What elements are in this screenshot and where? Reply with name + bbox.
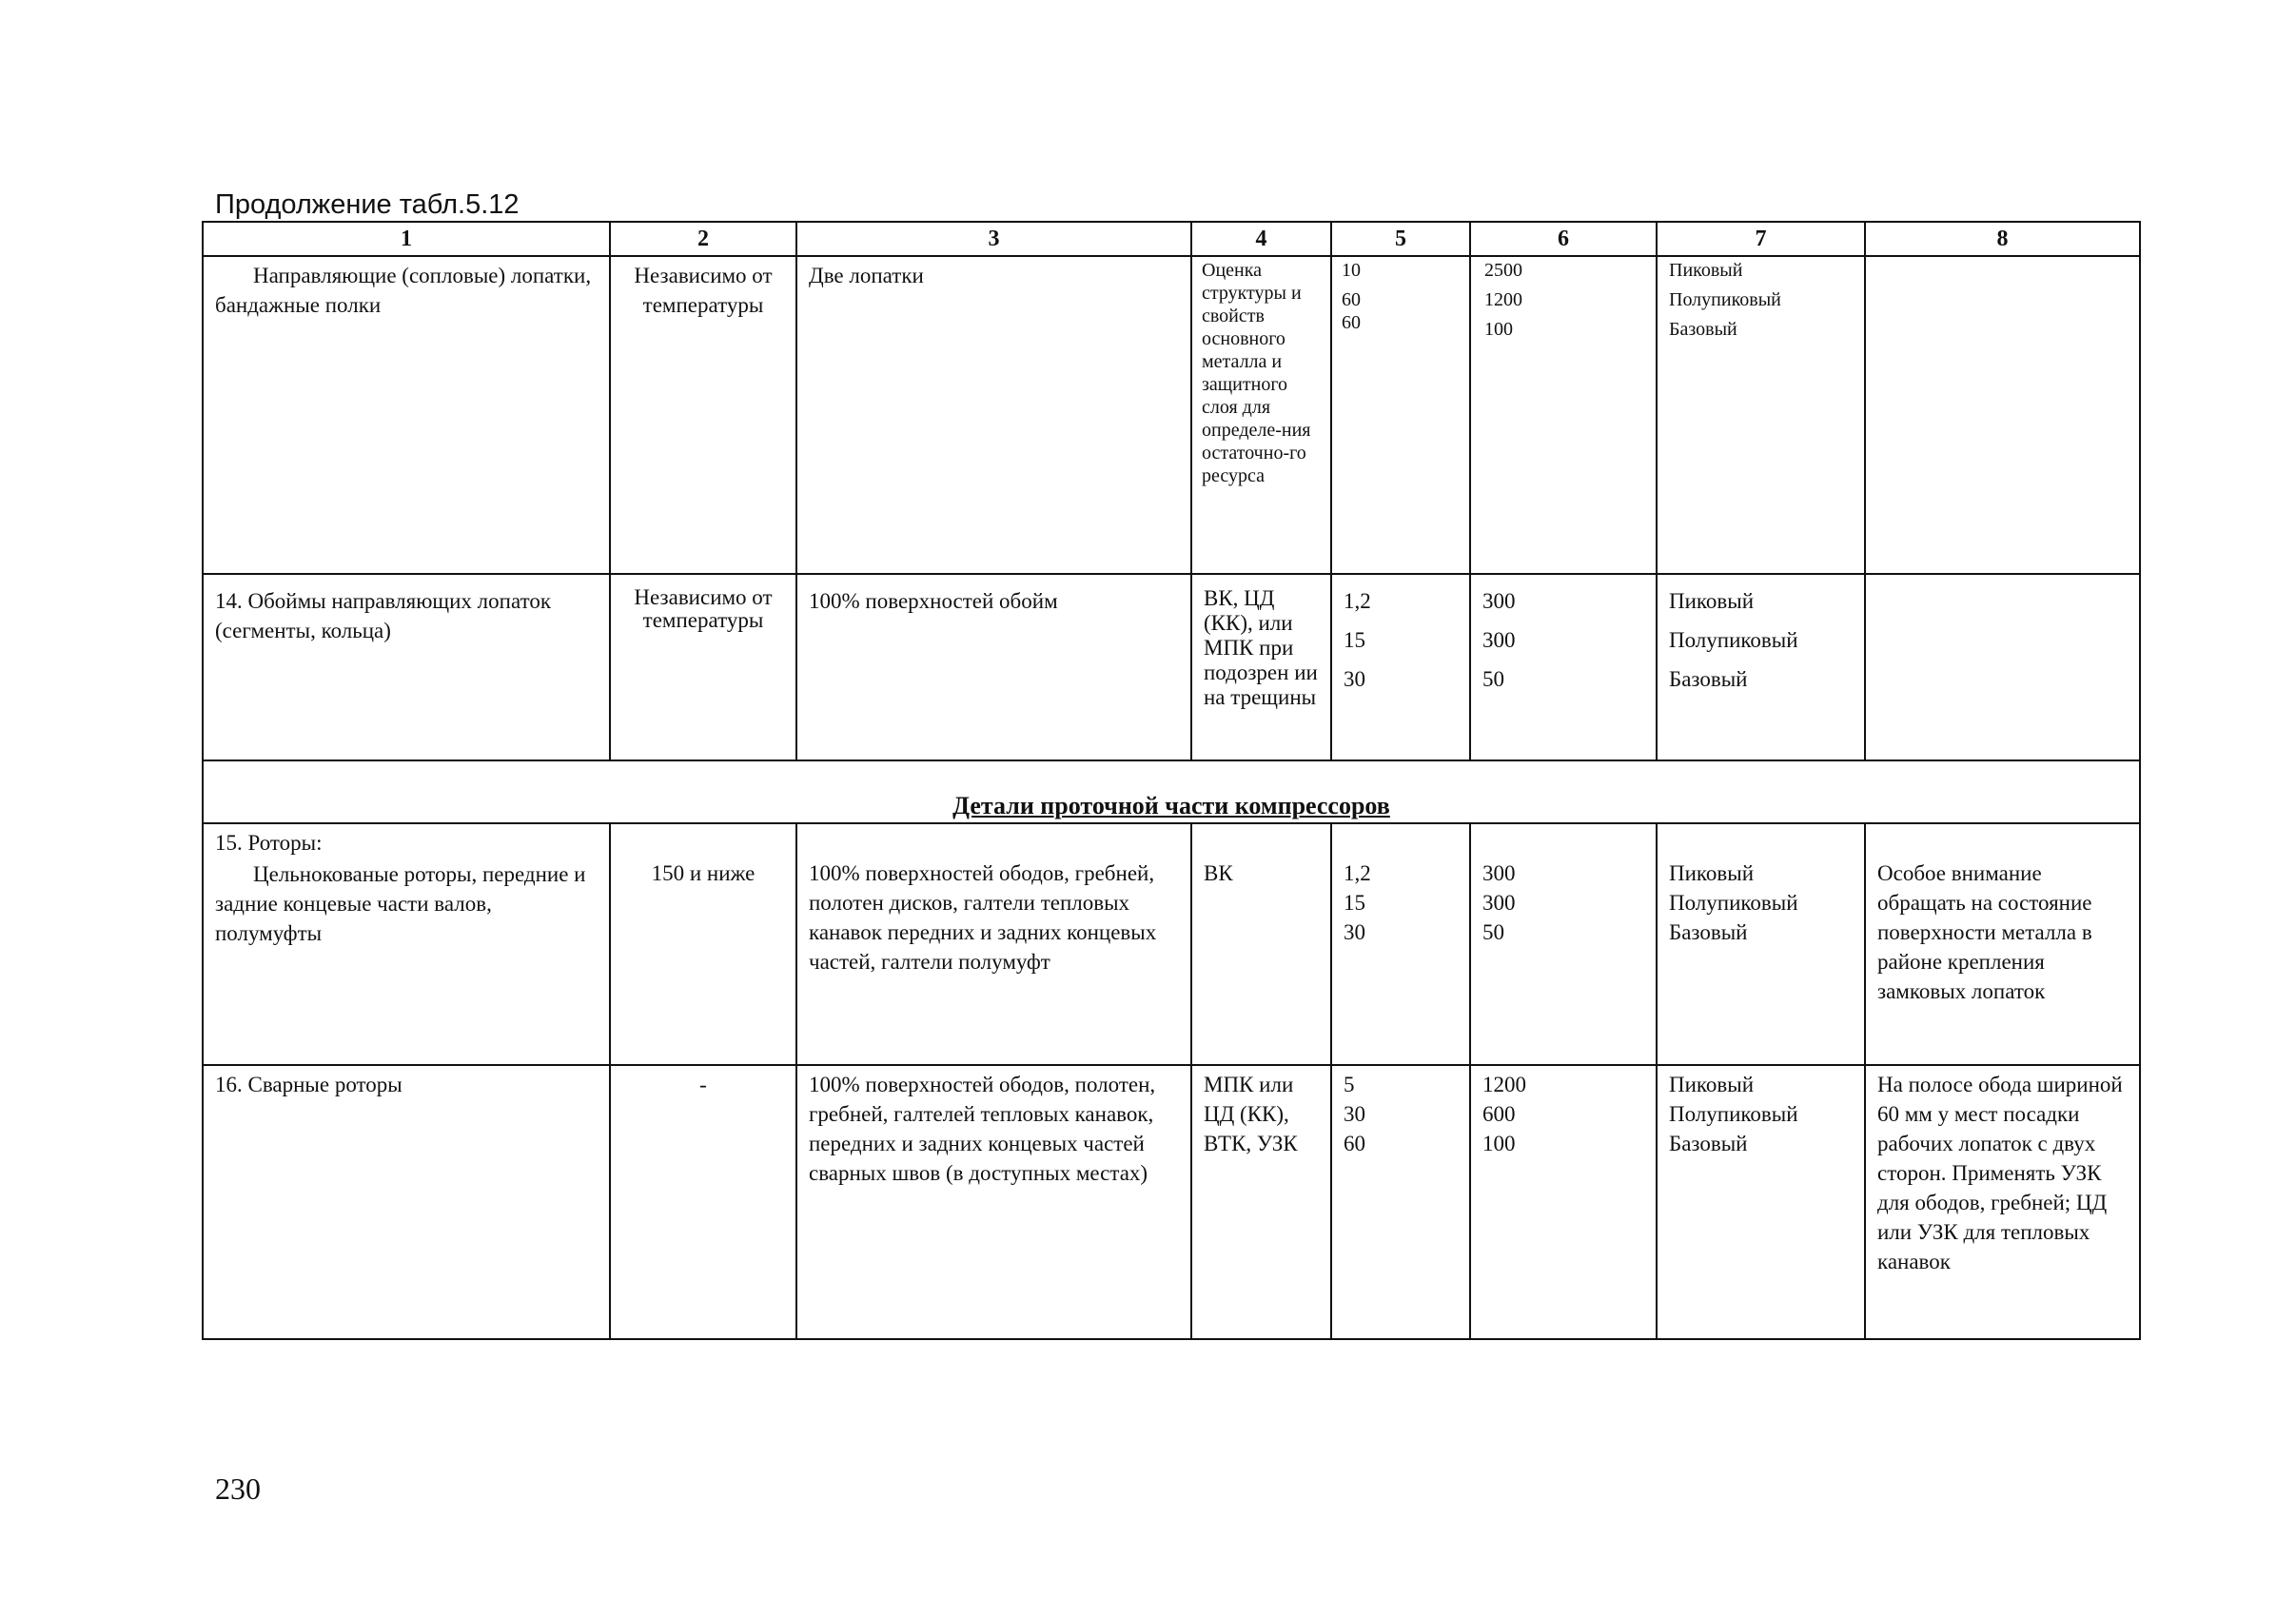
- cell-col6: [1470, 823, 1657, 1065]
- value: 50: [1482, 920, 1504, 944]
- cell-col5: [1331, 256, 1470, 574]
- value: Базовый: [1669, 1132, 1748, 1155]
- value: 300: [1482, 861, 1516, 885]
- cell-method: ВК, ЦД (КК), или МПК при подозрен ии на трещины: [1191, 574, 1331, 760]
- section-title-cell: [203, 760, 2140, 823]
- col-header-3: 3: [796, 222, 1191, 256]
- cell-note: На полосе обода шириной 60 мм у мест посадки рабочих лопаток с двух сторон. Применять УЗК для ободов, гребней; ЦД или УЗК для тепловых канавок: [1865, 1065, 2140, 1339]
- value: Базовый: [1669, 319, 1737, 340]
- cell-method: Оценка структуры и свойств основного металла и защитного слоя для определе-ния остаточно-го ресурса: [1191, 256, 1331, 574]
- value: 1,2: [1344, 589, 1371, 613]
- cell-temperature: Независимо от температуры: [610, 256, 796, 574]
- value: Полупиковый: [1669, 1102, 1798, 1126]
- value: 50: [1482, 667, 1504, 691]
- table-row: [203, 574, 2140, 760]
- col-header-1: 1: [203, 222, 610, 256]
- cell-mode: [1657, 256, 1865, 574]
- cell-item: [203, 823, 610, 1065]
- value: Пиковый: [1669, 589, 1755, 613]
- header-row: [203, 222, 2140, 256]
- value: 1,2: [1344, 861, 1371, 885]
- col-header-2: 2: [610, 222, 796, 256]
- col-header-8: 8: [1865, 222, 2140, 256]
- section-row: [203, 760, 2140, 823]
- cell-col5: [1331, 1065, 1470, 1339]
- table-caption: Продолжение табл.5.12: [215, 189, 520, 220]
- cell-note: [1865, 256, 2140, 574]
- col-header-7: 7: [1657, 222, 1865, 256]
- value: Базовый: [1669, 920, 1748, 944]
- cell-item: Направляющие (сопловые) лопатки, бандажные полки: [203, 256, 610, 574]
- value: 100: [1484, 319, 1513, 340]
- page-number: 230: [215, 1471, 261, 1506]
- cell-note: Особое внимание обращать на состояние поверхности металла в районе крепления замковых лопаток: [1865, 823, 2140, 1065]
- value: 15: [1344, 628, 1365, 652]
- cell-col5: [1331, 823, 1470, 1065]
- cell-scope: 100% поверхностей ободов, полотен, гребней, галтелей тепловых канавок, передних и задних концевых частей сварных швов (в доступных местах): [796, 1065, 1191, 1339]
- value: 30: [1344, 1102, 1365, 1126]
- col-header-5: 5: [1331, 222, 1470, 256]
- cell-temperature: 150 и ниже: [610, 823, 796, 1065]
- cell-mode: [1657, 574, 1865, 760]
- value: Пиковый: [1669, 861, 1755, 885]
- value: 60: [1342, 289, 1361, 310]
- value: Полупиковый: [1669, 289, 1781, 310]
- value: Базовый: [1669, 667, 1748, 691]
- table-row: [203, 1065, 2140, 1339]
- col-header-6: 6: [1470, 222, 1657, 256]
- value: 300: [1482, 589, 1516, 613]
- value: Полупиковый: [1669, 628, 1798, 652]
- value: 300: [1482, 891, 1516, 915]
- value: 60: [1342, 312, 1361, 333]
- value: 300: [1482, 628, 1516, 652]
- table-row: [203, 823, 2140, 1065]
- cell-scope: Две лопатки: [796, 256, 1191, 574]
- cell-temperature: -: [610, 1065, 796, 1339]
- value: Пиковый: [1669, 1073, 1755, 1096]
- cell-method: ВК: [1191, 823, 1331, 1065]
- value: 15: [1344, 891, 1365, 915]
- value: 10: [1342, 260, 1361, 281]
- value: 1200: [1484, 289, 1522, 310]
- cell-temperature: Независимо от температуры: [610, 574, 796, 760]
- col-header-4: 4: [1191, 222, 1331, 256]
- cell-item: 16. Сварные роторы: [203, 1065, 610, 1339]
- value: 100: [1482, 1132, 1516, 1155]
- cell-scope: 100% поверхностей обойм: [796, 574, 1191, 760]
- value: 60: [1344, 1132, 1365, 1155]
- table-row: [203, 256, 2140, 574]
- item-text: Цельнокованые роторы, передние и задние концевые части валов, полумуфты: [215, 862, 586, 945]
- value: 30: [1344, 920, 1365, 944]
- item-heading: 15. Роторы:: [215, 831, 323, 855]
- cell-method: МПК или ЦД (КК), ВТК, УЗК: [1191, 1065, 1331, 1339]
- value: Полупиковый: [1669, 891, 1798, 915]
- cell-item: 14. Обоймы направляющих лопаток (сегменты, кольца): [203, 574, 610, 760]
- cell-col5: [1331, 574, 1470, 760]
- cell-note: [1865, 574, 2140, 760]
- value: 1200: [1482, 1073, 1526, 1096]
- value: 5: [1344, 1073, 1355, 1096]
- cell-col6: [1470, 574, 1657, 760]
- value: 2500: [1484, 260, 1522, 281]
- inspection-table: [202, 221, 2141, 1340]
- cell-col6: [1470, 1065, 1657, 1339]
- value: 600: [1482, 1102, 1516, 1126]
- section-title: Детали проточной части компрессоров: [952, 792, 1390, 819]
- value: 30: [1344, 667, 1365, 691]
- value: Пиковый: [1669, 260, 1743, 281]
- cell-col6: [1470, 256, 1657, 574]
- cell-scope: 100% поверхностей ободов, гребней, полотен дисков, галтели тепловых канавок передних и задних концевых частей, галтели полумуфт: [796, 823, 1191, 1065]
- cell-mode: [1657, 823, 1865, 1065]
- cell-mode: [1657, 1065, 1865, 1339]
